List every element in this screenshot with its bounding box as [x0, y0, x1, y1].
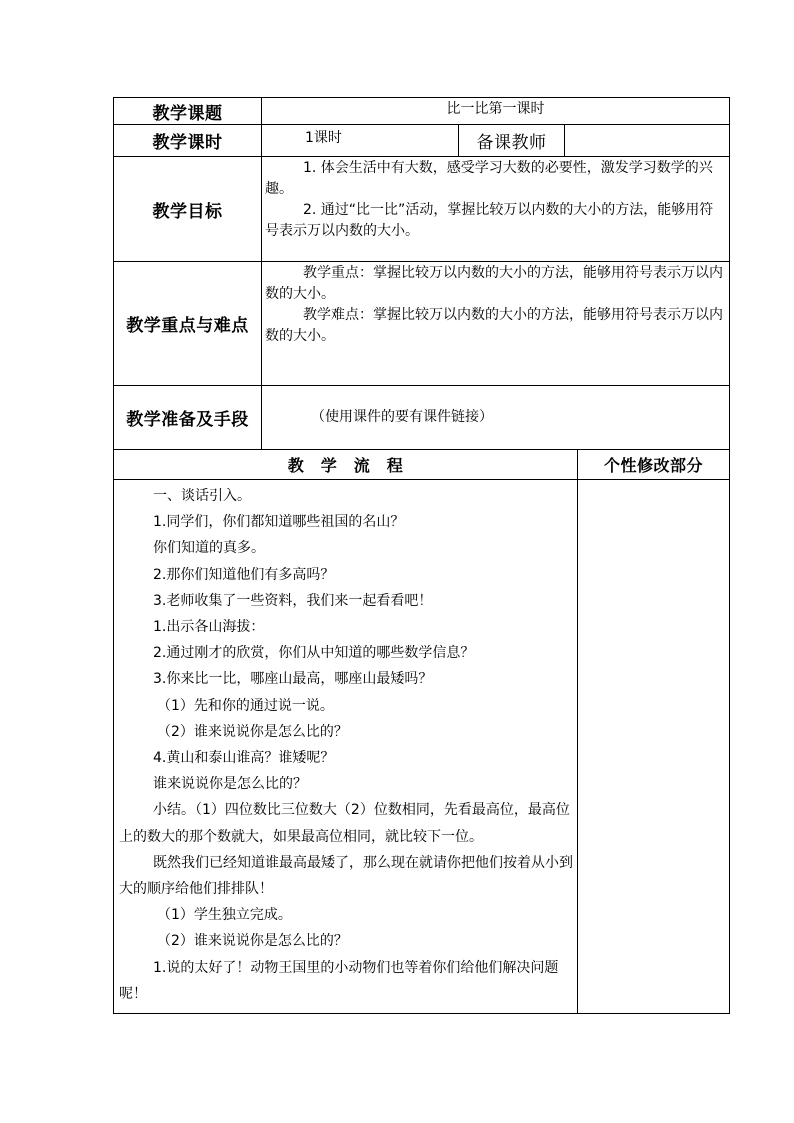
flow-line: 既然我们已经知道谁最高最矮了，那么现在就请你把他们按着从小到大的顺序给他们排排队！ — [119, 854, 573, 898]
objective-item: 2. 通过“比一比”活动，掌握比较万以内数的大小的方法，能够用符号表示万以内数的大小。 — [265, 202, 714, 239]
preparation-label: 教学准备及手段 — [126, 410, 249, 430]
flow-line: （2）谁来说说你是怎么比的？ — [157, 933, 348, 950]
preparation-value: （使用课件的要有课件链接） — [311, 409, 493, 425]
flow-line: 2.通过刚才的欣赏，你们从中知道的哪些数学信息？ — [153, 645, 475, 662]
teacher-value — [565, 125, 729, 156]
key-points-text — [265, 263, 727, 383]
flow-line: 1.同学们，你们都知道哪些祖国的名山？ — [153, 514, 405, 531]
flow-header: 教 学 流 程 — [287, 456, 404, 475]
flow-line: 谁来说说你是怎么比的？ — [153, 776, 307, 793]
flow-line: 3.你来比一比，哪座山最高，哪座山最矮吗？ — [153, 671, 433, 688]
side-notes-area[interactable] — [578, 480, 729, 1013]
side-header: 个性修改部分 — [603, 456, 703, 475]
flow-line: 一、谈话引入。 — [153, 488, 251, 504]
flow-line: 4.黄山和泰山谁高？谁矮呢？ — [153, 750, 335, 767]
flow-line: （1）学生独立完成。 — [157, 907, 292, 924]
teacher-label: 备课教师 — [476, 133, 547, 153]
flow-line: 你们知道的真多。 — [153, 540, 265, 557]
flow-line: 小结。（1）四位数比三位数大（2）位数相同，先看最高位，最高位上的数大的那个数就大，如果最高位相同，就比较下一位。 — [119, 802, 570, 845]
table-border — [729, 97, 730, 1014]
topic-label: 教学课题 — [152, 103, 223, 124]
flow-line: 2.那你们知道他们有多高吗？ — [153, 566, 335, 583]
key-points-label: 教学重点与难点 — [126, 316, 249, 336]
key-point-item: 教学难点：掌握比较万以内数的大小的方法，能够用符号表示万以内数的大小。 — [265, 307, 723, 344]
flow-content — [119, 483, 575, 1011]
table-divider — [261, 97, 262, 450]
lesson-plan-table — [113, 97, 730, 1014]
objective-item: 1. 体会生活中有大数，感受学习大数的必要性，激发学习数学的兴趣。 — [265, 160, 713, 197]
hours-value: 1课时 — [305, 130, 342, 146]
flow-line: （2）谁来说说你是怎么比的？ — [157, 723, 348, 740]
hours-label: 教学课时 — [152, 133, 223, 153]
table-border — [113, 1013, 730, 1014]
flow-line: （1）先和你的通过说一说。 — [157, 697, 334, 714]
flow-line: 1.出示各山海拔： — [153, 619, 265, 636]
flow-line: 3.老师收集了一些资料，我们来一起看看吧！ — [153, 592, 433, 609]
key-point-item: 教学重点：掌握比较万以内数的大小的方法，能够用符号表示万以内数的大小。 — [265, 265, 723, 302]
flow-line: 1.说的太好了！动物王国里的小动物们也等着你们给他们解决问题呢！ — [119, 959, 559, 1002]
objectives-label: 教学目标 — [152, 201, 223, 222]
topic-value: 比一比第一课时 — [446, 101, 545, 117]
objectives-text — [265, 158, 727, 260]
